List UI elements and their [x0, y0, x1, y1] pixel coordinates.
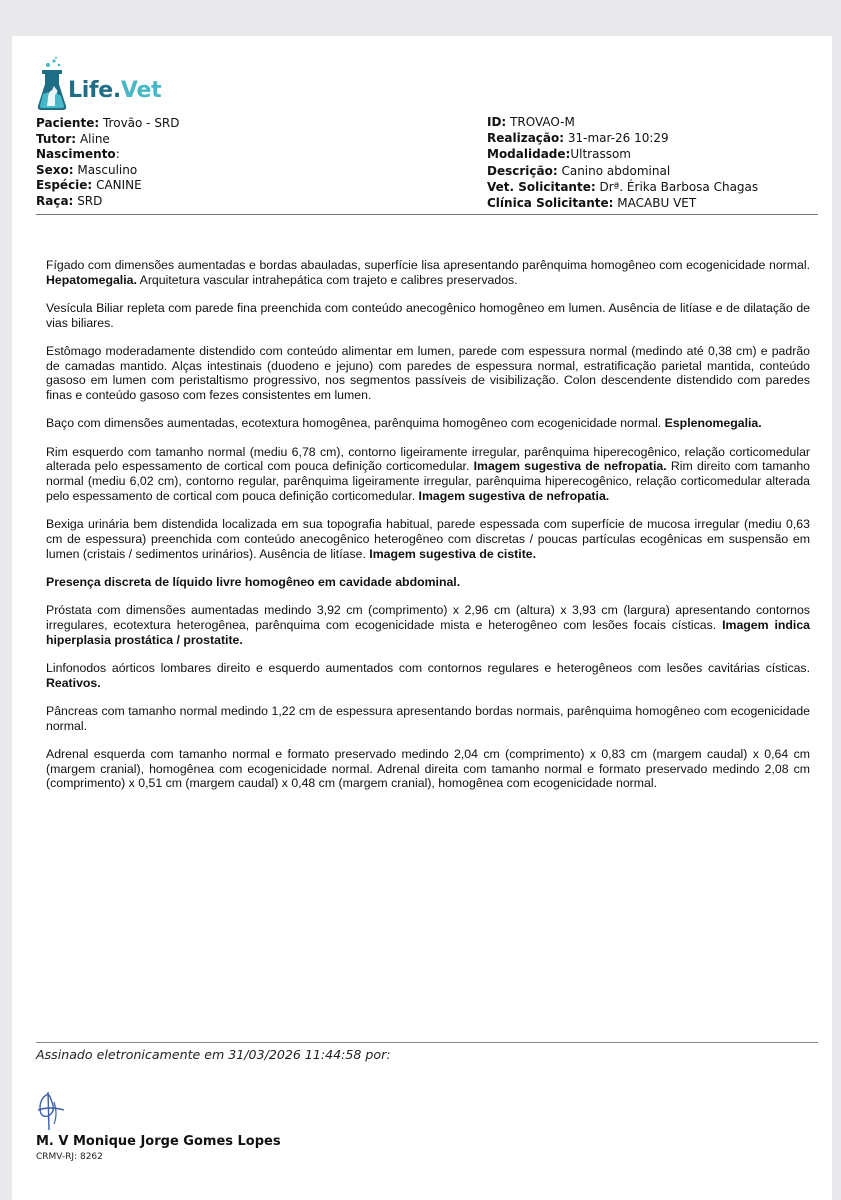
pancreas-paragraph: Pâncreas com tamanho normal medindo 1,22 cm de espessura apresentando bordas normais, parênquima homogêneo com ecogenicidade normal. — [46, 703, 810, 733]
signature-divider — [36, 1042, 818, 1043]
lymph-nodes-paragraph: Linfonodos aórticos lombares direito e esquerdo aumentados com contornos regulares e heterogêneos com lesões cavitárias císticas. Reativos. — [46, 660, 810, 690]
patient-info — [36, 116, 180, 210]
patient-name-row: Paciente: Trovão - SRD — [36, 116, 180, 130]
signed-electronically-text: Assinado eletronicamente em 31/03/2026 11:44:58 por: — [36, 1047, 391, 1062]
adrenal-paragraph: Adrenal esquerda com tamanho normal e formato preservado medindo 2,04 cm (comprimento) x 0,83 cm (margem caudal) x 0,64 cm (margem cranial), homogênea com ecogenicidade normal. Adrenal direita com tamanho normal e formato preservado medindo 2,08 cm (comprimento) x 0,51 cm (margem caudal) x 0,48 cm (margem cranial), homogênea com ecogenicidade normal. — [46, 746, 810, 791]
gallbladder-paragraph: Vesícula Biliar repleta com parede fina preenchida com conteúdo anecogênico homogêneo em lumen. Ausência de litíase e de dilatação de vias biliares. — [46, 301, 810, 330]
spleen-paragraph: Baço com dimensões aumentadas, ecotextura homogênea, parênquima homogêneo com ecogenicidade normal. Esplenomegalia. — [46, 416, 762, 431]
free-fluid-paragraph: Presença discreta de líquido livre homogêneo em cavidade abdominal. — [46, 574, 461, 589]
vet-name: M. V Monique Jorge Gomes Lopes — [36, 1134, 281, 1149]
description-row: Descrição: Canino abdominal — [487, 163, 671, 178]
crmv-number: CRMV-RJ: 8262 — [36, 1152, 103, 1162]
bladder-paragraph: Bexiga urinária bem distendida localizada em sua topografia habitual, parede espessada com superfície de mucosa irregular (mediu 0,63 cm de espessura) preenchida com conteúdo anecogênico heterogêneo com discretas / poucas partículas ecogênicas em suspensão em lumen (cristais / sedimentos urinários). Ausência de litíase. Imagem sugestiva de cistite. — [46, 517, 810, 561]
kidneys-paragraph: Rim esquerdo com tamanho normal (mediu 6,78 cm), contorno ligeiramente irregular, parênquima hiperecogênico, relação corticomedular alterada pelo espessamento de cortical com pouca definição corticomedular. Imagem sugestiva de nefropatia. Rim direito com tamanho normal (mediu 6,02 cm), contorno regular, parênquima ligeiramente irregular, parênquima hiperecogênico, relação corticomedular alterada pelo espessamento de cortical com pouca definição corticomedular. Imagem sugestiva de nefropatia. — [46, 444, 810, 503]
liver-paragraph: Fígado com dimensões aumentadas e bordas abauladas, superfície lisa apresentando parênquima homogêneo com ecogenicidade normal. Hepatomegalia. Arquitetura vascular intrahepática com trajeto e calibres preservados. — [46, 258, 810, 287]
tutor-row: Tutor: Aline — [36, 131, 110, 146]
modality-row: Modalidade:Ultrassom — [487, 147, 631, 162]
requesting-vet-row: Vet. Solicitante: Drª. Érika Barbosa Chagas — [487, 179, 759, 194]
exam-date-row: Realização: 31-mar-26 10:29 — [487, 131, 669, 146]
report-page — [12, 36, 832, 1200]
sex-row: Sexo: Masculino — [36, 162, 138, 177]
header-divider — [36, 214, 818, 215]
breed-row: Raça: SRD — [36, 193, 103, 208]
stomach-paragraph: Estômago moderadamente distendido com conteúdo alimentar em lumen, parede com espessura normal (medindo até 0,38 cm) e padrão de camadas mantido. Alças intestinais (duodeno e jejuno) com paredes de espessura normal, estratificação parietal mantida, conteúdo gasoso em lumen com peristaltismo progressivo, nos segmentos passíveis de visibilização. Colon descendente distendido com paredes finas e conteúdo gasoso com fezes consistentes em lumen. — [46, 344, 810, 403]
report-body — [46, 258, 810, 805]
birth-row: Nascimento: — [36, 147, 120, 162]
requesting-clinic-row: Clínica Solicitante: MACABU VET — [487, 196, 697, 211]
handwritten-signature-icon — [34, 1084, 94, 1136]
species-row: Espécie: CANINE — [36, 178, 142, 193]
brand-name: Life.Vet — [68, 78, 162, 103]
exam-id-row: ID: TROVAO-M — [487, 115, 575, 129]
exam-info — [487, 114, 758, 211]
prostate-paragraph: Próstata com dimensões aumentadas medindo 3,92 cm (comprimento) x 2,96 cm (altura) x 3,93 cm (largura) apresentando contornos irregulares, ecotextura heterogênea, parênquima com ecogenicidade mista e heterogêneo com lesões focais císticas. Imagem indica hiperplasia prostática / prostatite. — [46, 603, 810, 647]
